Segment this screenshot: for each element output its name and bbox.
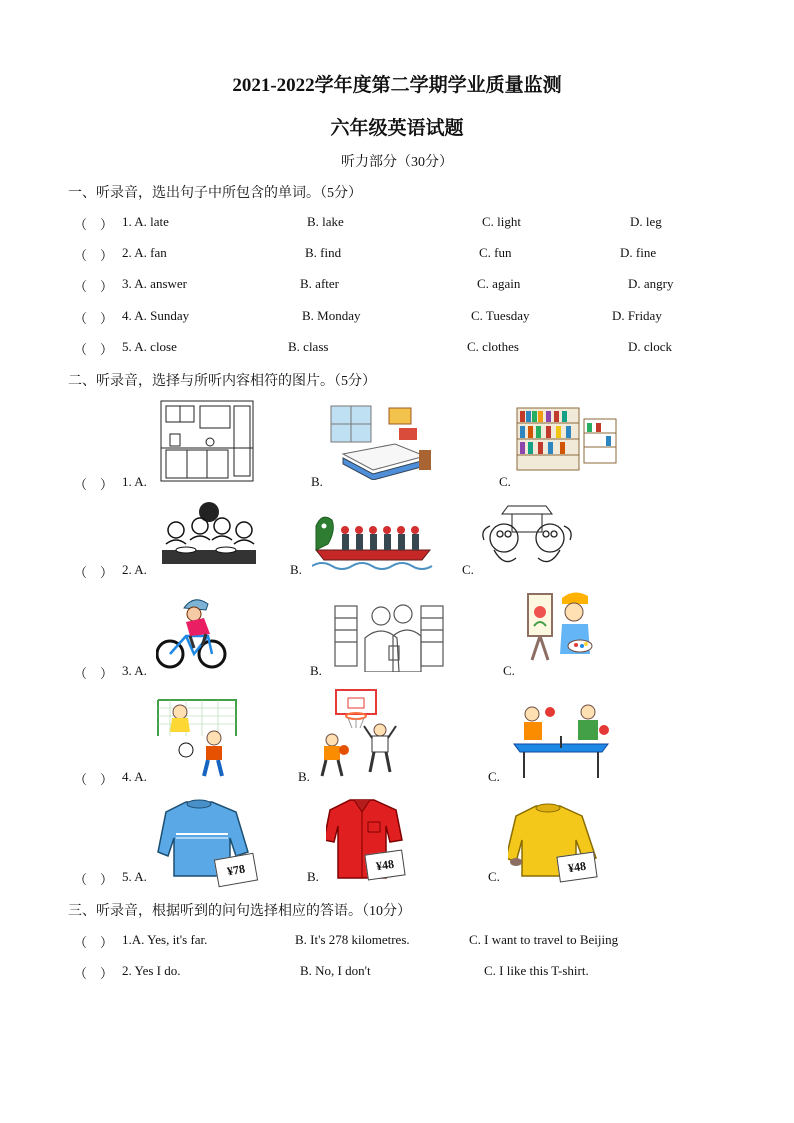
exam-subtitle: 六年级英语试题 <box>330 118 464 139</box>
section3-heading: 三、听录音，根据听到的问句选择相应的答语。（10分） <box>68 904 411 919</box>
option-c: C. <box>462 562 474 577</box>
option-c: C. again <box>477 276 521 291</box>
answer-bracket[interactable]: （ ） <box>74 477 114 492</box>
kitchen-picture <box>160 400 254 482</box>
price-tag: ¥48 <box>556 851 597 882</box>
option-c: C. <box>488 869 500 884</box>
option-b: B. No, I don't <box>300 963 371 978</box>
answer-bracket[interactable]: （ ） <box>74 872 114 887</box>
exam-title: 2021-2022学年度第二学期学业质量监测 <box>232 75 562 96</box>
basketball-picture <box>316 688 400 780</box>
option-a: 1.A. Yes, it's far. <box>122 932 208 947</box>
option-d: D. leg <box>630 214 662 229</box>
option-c: C. <box>488 769 500 784</box>
option-b: B. <box>298 769 310 784</box>
option-a: 4. A. <box>122 769 147 784</box>
answer-bracket[interactable]: （ ） <box>74 311 114 326</box>
yellow-sweater-picture <box>508 802 602 882</box>
option-b: B. <box>310 663 322 678</box>
bedroom-picture <box>329 404 433 480</box>
family-dinner-picture <box>156 500 262 574</box>
option-a: 2. A. <box>122 562 147 577</box>
blue-sweater-picture <box>156 798 256 884</box>
table-tennis-picture <box>512 700 610 782</box>
option-b: B. <box>290 562 302 577</box>
price-tag: ¥78 <box>214 853 258 888</box>
option-a: 5. A. <box>122 869 147 884</box>
red-shirt-picture <box>326 796 406 882</box>
option-c: C. fun <box>479 245 512 260</box>
option-a: 5. A. close <box>122 339 177 354</box>
option-c: C. Tuesday <box>471 308 530 323</box>
option-a: 3. A. answer <box>122 276 187 291</box>
cycling-picture <box>156 588 228 674</box>
answer-bracket[interactable]: （ ） <box>74 666 114 681</box>
option-c: C. I want to travel to Beijing <box>469 932 619 947</box>
option-d: D. clock <box>628 339 673 354</box>
option-b: B. <box>311 474 323 489</box>
option-b: B. <box>307 869 319 884</box>
option-c: C. clothes <box>467 339 519 354</box>
option-a: 4. A. Sunday <box>122 308 190 323</box>
answer-bracket[interactable]: （ ） <box>74 248 114 263</box>
option-a: 1. A. <box>122 474 147 489</box>
section2-heading: 二、听录音，选择与所听内容相符的图片。（5分） <box>68 374 376 389</box>
option-b: B. find <box>305 245 342 260</box>
option-c: C. I like this T-shirt. <box>484 963 589 978</box>
option-a: 2. A. fan <box>122 245 167 260</box>
answer-bracket[interactable]: （ ） <box>74 342 114 357</box>
option-d: D. Friday <box>612 308 662 323</box>
price-tag: ¥48 <box>364 849 405 880</box>
answer-bracket[interactable]: （ ） <box>74 279 114 294</box>
answer-bracket[interactable]: （ ） <box>74 966 114 981</box>
option-b: B. lake <box>307 214 344 229</box>
answer-bracket[interactable]: （ ） <box>74 772 114 787</box>
option-c: C. <box>503 663 515 678</box>
section1-heading: 一、听录音，选出句子中所包含的单词。（5分） <box>68 186 362 201</box>
library-picture <box>516 407 618 473</box>
option-b: B. Monday <box>302 308 361 323</box>
answer-bracket[interactable]: （ ） <box>74 217 114 232</box>
football-picture <box>156 696 238 780</box>
option-a: 2. Yes I do. <box>122 963 181 978</box>
part-label: 听力部分（30分） <box>341 155 453 170</box>
option-b: B. after <box>300 276 339 291</box>
answer-bracket[interactable]: （ ） <box>74 935 114 950</box>
painting-picture <box>518 586 598 666</box>
dragon-boat-picture <box>312 506 434 576</box>
option-d: D. fine <box>620 245 657 260</box>
lion-dance-picture <box>478 500 576 574</box>
option-c: C. light <box>482 214 522 229</box>
option-c: C. <box>499 474 511 489</box>
cinema-picture <box>333 598 445 672</box>
option-b: B. It's 278 kilometres. <box>295 932 410 947</box>
option-b: B. class <box>288 339 329 354</box>
option-a: 1. A. late <box>122 214 169 229</box>
option-d: D. angry <box>628 276 674 291</box>
option-a: 3. A. <box>122 663 147 678</box>
answer-bracket[interactable]: （ ） <box>74 565 114 580</box>
